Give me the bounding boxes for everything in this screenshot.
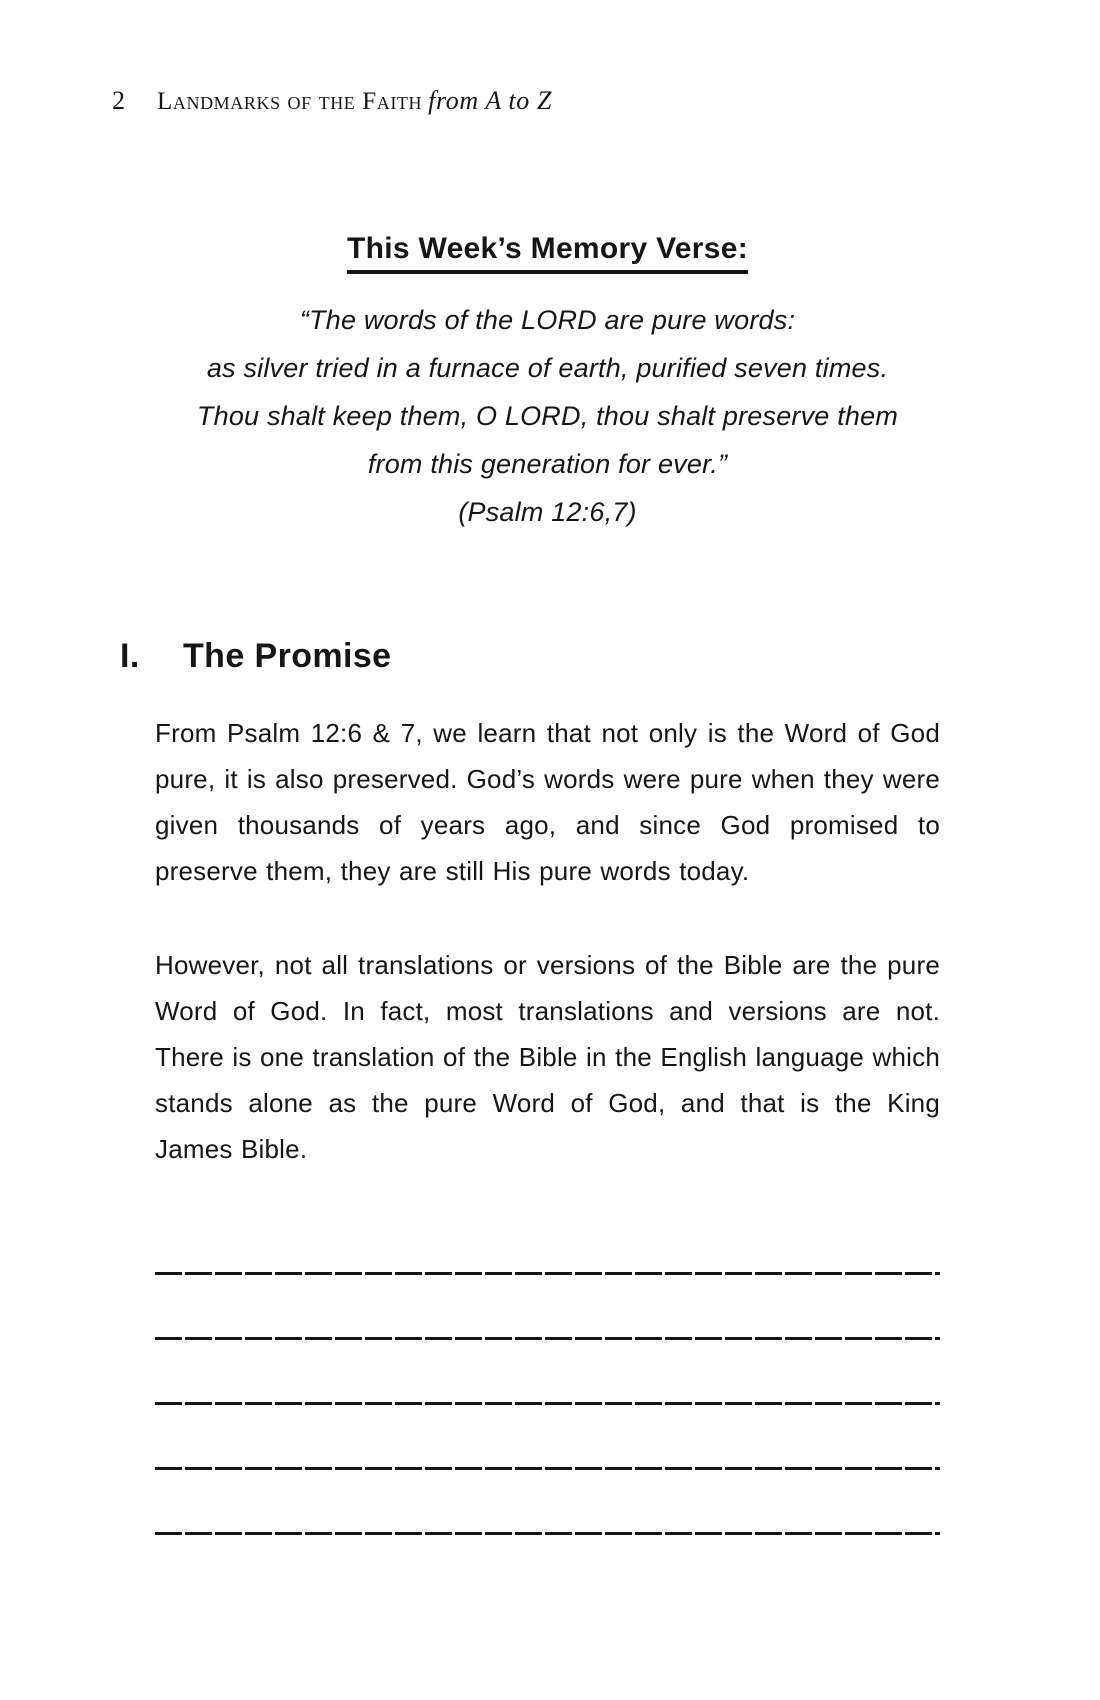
verse-line: from this generation for ever.” xyxy=(367,449,728,479)
verse-line: as silver tried in a furnace of earth, purified seven times. xyxy=(206,353,889,383)
memory-verse-section xyxy=(155,232,940,536)
verse-line: Thou shalt keep them, O LORD, thou shalt preserve them xyxy=(196,401,899,431)
page-number: 2 xyxy=(112,86,125,115)
page-header xyxy=(112,86,940,116)
body-paragraph: From Psalm 12:6 & 7, we learn that not only is the Word of God pure, it is also preserved. God’s words were pure when they were given thousands of years ago, and since God promised to preserve them, they are still His pure words today. xyxy=(155,718,940,886)
book-title-main: Landmarks of the Faith xyxy=(157,88,423,115)
memory-verse-text xyxy=(155,296,940,536)
book-title-suffix: from A to Z xyxy=(428,86,553,115)
section-title: The Promise xyxy=(183,637,392,675)
body-paragraph: However, not all translations or versions of the Bible are the pure Word of God. In fact, most translations and versions are not. There is one translation of the Bible in the English language which stands alone as the pure Word of God, and that is the King James Bible. xyxy=(155,950,940,1164)
answer-lines xyxy=(155,1272,940,1535)
verse-line: “The words of the LORD are pure words: xyxy=(299,305,796,335)
section-heading xyxy=(120,636,940,676)
answer-line xyxy=(155,1467,940,1470)
verse-reference: (Psalm 12:6,7) xyxy=(458,497,637,527)
book-title xyxy=(157,86,552,116)
answer-line xyxy=(155,1337,940,1340)
lesson-section xyxy=(120,636,940,1535)
answer-line xyxy=(155,1402,940,1405)
answer-line xyxy=(155,1272,940,1275)
section-numeral: I. xyxy=(120,637,140,675)
memory-verse-heading xyxy=(155,232,940,266)
memory-verse-heading-text: This Week’s Memory Verse: xyxy=(347,232,748,274)
answer-line xyxy=(155,1532,940,1535)
